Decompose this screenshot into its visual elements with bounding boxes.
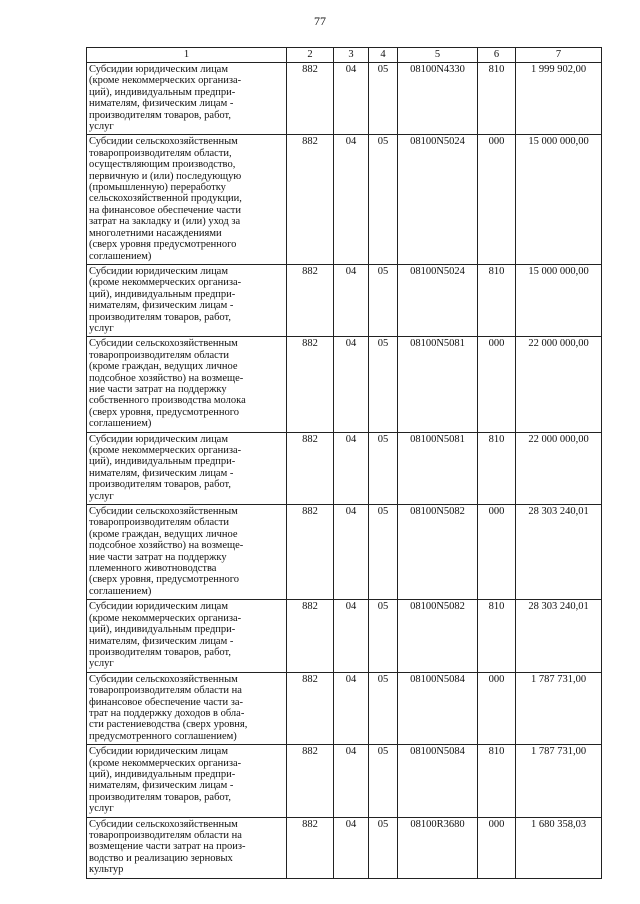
expense-type-cell: 810	[478, 600, 516, 672]
description-line: Субсидии юридическим лицам	[89, 601, 228, 613]
column-header: 4	[369, 48, 398, 63]
amount-cell: 22 000 000,00	[516, 337, 602, 432]
description-line: племенного животноводства	[89, 563, 217, 575]
description-line: Субсидии сельскохозяйственным	[89, 506, 238, 518]
description-cell	[87, 432, 287, 504]
description-line: ций), индивидуальным предпри-	[89, 624, 236, 636]
description-line: товаропроизводителям области	[89, 349, 230, 361]
description-cell	[87, 745, 287, 817]
description-line: нимателям, физическим лицам -	[89, 635, 234, 647]
description-line: сти растениеводства (сверх уровня,	[89, 719, 248, 731]
description-line: товаропроизводителям области	[89, 517, 230, 529]
subsection-cell: 05	[369, 337, 398, 432]
target-article-cell: 08100N5081	[398, 337, 478, 432]
expense-type-cell: 810	[478, 745, 516, 817]
description-line: (промышленную) переработку	[89, 182, 226, 194]
budget-code-cell: 882	[287, 745, 334, 817]
description-line: первичную и (или) последующую	[89, 170, 242, 182]
description-cell	[87, 505, 287, 600]
description-line: подсобное хозяйство) на возмеще-	[89, 372, 244, 384]
expense-type-cell: 000	[478, 135, 516, 264]
budget-table	[86, 47, 602, 879]
subsection-cell: 05	[369, 432, 398, 504]
amount-cell: 1 787 731,00	[516, 745, 602, 817]
amount-cell: 15 000 000,00	[516, 135, 602, 264]
description-line: (кроме некоммерческих организа-	[89, 757, 242, 769]
subsection-cell: 05	[369, 745, 398, 817]
subsection-cell: 05	[369, 505, 398, 600]
description-line: финансовое обеспечение части за-	[89, 696, 244, 708]
description-line: ций), индивидуальным предпри-	[89, 288, 236, 300]
budget-code-cell: 882	[287, 432, 334, 504]
table-row	[87, 135, 602, 264]
section-cell: 04	[334, 505, 369, 600]
description-line: производителям товаров, работ,	[89, 109, 231, 121]
description-line: услуг	[89, 322, 114, 334]
section-cell: 04	[334, 600, 369, 672]
description-line: возмещение части затрат на произ-	[89, 841, 246, 853]
description-cell	[87, 63, 287, 135]
description-line: ций), индивидуальным предпри-	[89, 86, 236, 98]
description-line: ние части затрат на поддержку	[89, 551, 227, 563]
description-line: (сверх уровня предусмотренного	[89, 239, 237, 251]
description-line: услуг	[89, 803, 114, 815]
description-line: на финансовое обеспечение части	[89, 204, 242, 216]
description-line: нимателям, физическим лицам -	[89, 98, 234, 110]
description-line: водство и реализацию зерновых	[89, 852, 233, 864]
target-article-cell: 08100N5024	[398, 264, 478, 336]
section-cell: 04	[334, 337, 369, 432]
description-line: товаропроизводителям области,	[89, 147, 232, 159]
description-line: подсобное хозяйство) на возмеще-	[89, 540, 244, 552]
subsection-cell: 05	[369, 600, 398, 672]
subsection-cell: 05	[369, 817, 398, 878]
amount-cell: 15 000 000,00	[516, 264, 602, 336]
expense-type-cell: 810	[478, 63, 516, 135]
description-line: соглашением)	[89, 585, 152, 597]
subsection-cell: 05	[369, 135, 398, 264]
header-row	[87, 48, 602, 63]
description-line: Субсидии юридическим лицам	[89, 64, 228, 75]
amount-cell: 28 303 240,01	[516, 505, 602, 600]
description-cell	[87, 264, 287, 336]
table-row	[87, 600, 602, 672]
description-cell	[87, 600, 287, 672]
table-row	[87, 432, 602, 504]
description-line: соглашением)	[89, 250, 152, 262]
description-cell	[87, 672, 287, 744]
section-cell: 04	[334, 135, 369, 264]
target-article-cell: 08100N5084	[398, 672, 478, 744]
description-line: (сверх уровня, предусмотренного	[89, 406, 240, 418]
description-line: услуг	[89, 490, 114, 502]
amount-cell: 1 680 358,03	[516, 817, 602, 878]
description-line: затрат на закладку и (или) уход за	[89, 216, 241, 228]
description-line: осуществляющим производство,	[89, 159, 236, 171]
table-row	[87, 337, 602, 432]
description-line: соглашением)	[89, 418, 152, 430]
expense-type-cell: 000	[478, 672, 516, 744]
description-line: производителям товаров, работ,	[89, 646, 231, 658]
table-row	[87, 745, 602, 817]
amount-cell: 22 000 000,00	[516, 432, 602, 504]
expense-type-cell: 000	[478, 337, 516, 432]
description-line: услуг	[89, 658, 114, 670]
description-line: нимателям, физическим лицам -	[89, 300, 234, 312]
column-header: 5	[398, 48, 478, 63]
column-header: 6	[478, 48, 516, 63]
description-line: культур	[89, 864, 124, 876]
description-line: Субсидии сельскохозяйственным	[89, 818, 238, 830]
table-row	[87, 63, 602, 135]
description-line: услуг	[89, 121, 114, 133]
table-row	[87, 505, 602, 600]
budget-code-cell: 882	[287, 505, 334, 600]
table-row	[87, 264, 602, 336]
budget-code-cell: 882	[287, 337, 334, 432]
description-line: собственного производства молока	[89, 395, 246, 407]
section-cell: 04	[334, 432, 369, 504]
target-article-cell: 08100N5024	[398, 135, 478, 264]
budget-code-cell: 882	[287, 672, 334, 744]
description-line: Субсидии сельскохозяйственным	[89, 136, 238, 148]
target-article-cell: 08100R3680	[398, 817, 478, 878]
description-cell	[87, 817, 287, 878]
amount-cell: 1 999 902,00	[516, 63, 602, 135]
table-body	[87, 63, 602, 879]
column-header: 1	[87, 48, 287, 63]
description-line: Субсидии юридическим лицам	[89, 746, 228, 758]
section-cell: 04	[334, 817, 369, 878]
target-article-cell: 08100N5082	[398, 600, 478, 672]
description-line: ние части затрат на поддержку	[89, 383, 227, 395]
description-line: Субсидии юридическим лицам	[89, 265, 228, 277]
section-cell: 04	[334, 63, 369, 135]
column-header: 2	[287, 48, 334, 63]
description-line: многолетними насаждениями	[89, 227, 222, 239]
description-cell	[87, 337, 287, 432]
description-line: (кроме некоммерческих организа-	[89, 612, 242, 624]
budget-code-cell: 882	[287, 264, 334, 336]
description-line: Субсидии юридическим лицам	[89, 433, 228, 445]
description-line: (сверх уровня, предусмотренного	[89, 574, 240, 586]
description-line: (кроме некоммерческих организа-	[89, 277, 242, 289]
description-line: трат на поддержку доходов в обла-	[89, 707, 245, 719]
description-line: (кроме некоммерческих организа-	[89, 75, 242, 87]
target-article-cell: 08100N5084	[398, 745, 478, 817]
budget-code-cell: 882	[287, 600, 334, 672]
description-line: производителям товаров, работ,	[89, 311, 231, 323]
section-cell: 04	[334, 264, 369, 336]
table-row	[87, 672, 602, 744]
target-article-cell: 08100N5081	[398, 432, 478, 504]
description-line: нимателям, физическим лицам -	[89, 780, 234, 792]
table-row	[87, 817, 602, 878]
description-cell	[87, 135, 287, 264]
expense-type-cell: 810	[478, 264, 516, 336]
expense-type-cell: 810	[478, 432, 516, 504]
description-line: Субсидии сельскохозяйственным	[89, 673, 238, 685]
description-line: товаропроизводителям области на	[89, 830, 242, 841]
target-article-cell: 08100N4330	[398, 63, 478, 135]
description-line: ций), индивидуальным предпри-	[89, 768, 236, 780]
amount-cell: 1 787 731,00	[516, 672, 602, 744]
budget-code-cell: 882	[287, 135, 334, 264]
subsection-cell: 05	[369, 63, 398, 135]
description-line: (кроме граждан, ведущих личное	[89, 361, 238, 373]
subsection-cell: 05	[369, 264, 398, 336]
page-number: 77	[314, 14, 326, 28]
description-line: предусмотренного соглашением)	[89, 730, 237, 742]
description-line: ций), индивидуальным предпри-	[89, 456, 236, 468]
budget-code-cell: 882	[287, 817, 334, 878]
section-cell: 04	[334, 745, 369, 817]
target-article-cell: 08100N5082	[398, 505, 478, 600]
description-line: товаропроизводителям области на	[89, 685, 242, 697]
description-line: (кроме граждан, ведущих личное	[89, 528, 238, 540]
column-header: 7	[516, 48, 602, 63]
section-cell: 04	[334, 672, 369, 744]
description-line: производителям товаров, работ,	[89, 791, 231, 803]
budget-code-cell: 882	[287, 63, 334, 135]
column-header: 3	[334, 48, 369, 63]
description-line: Субсидии сельскохозяйственным	[89, 338, 238, 350]
description-line: сельскохозяйственной продукции,	[89, 193, 242, 205]
amount-cell: 28 303 240,01	[516, 600, 602, 672]
subsection-cell: 05	[369, 672, 398, 744]
description-line: (кроме некоммерческих организа-	[89, 445, 242, 456]
expense-type-cell: 000	[478, 817, 516, 878]
expense-type-cell: 000	[478, 505, 516, 600]
description-line: нимателям, физическим лицам -	[89, 467, 234, 479]
description-line: производителям товаров, работ,	[89, 479, 231, 491]
